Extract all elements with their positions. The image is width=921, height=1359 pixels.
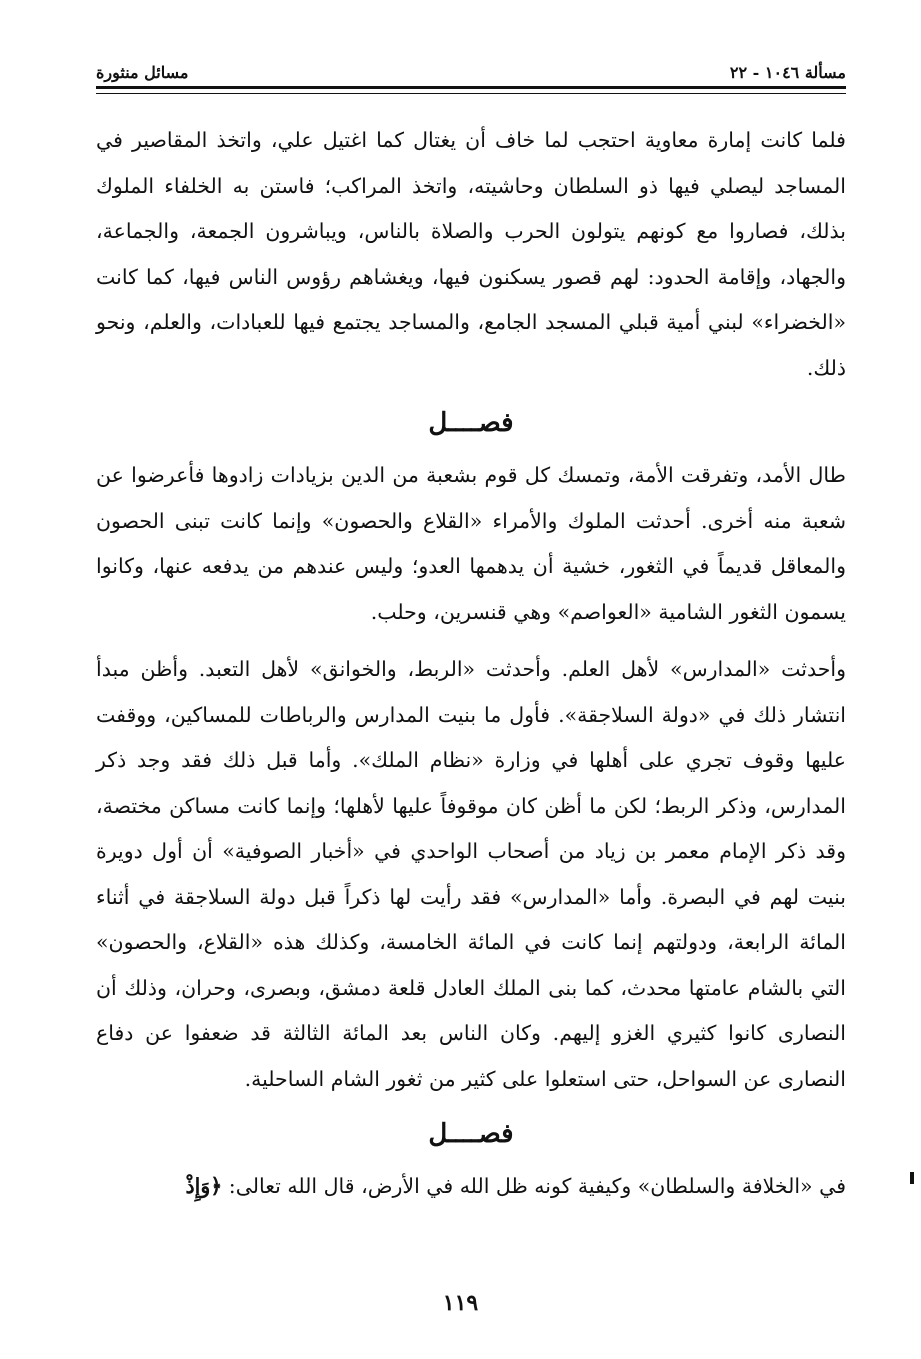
header-rule <box>96 86 846 89</box>
paragraph-castles: طال الأمد، وتفرقت الأمة، وتمسك كل قوم بشعبة من الدين بزيادات زادوها فأعرضوا عن شعبة منه أخرى. أحدثت الملوك والأمراء «القلاع والحصون» وإنما كانت تبنى الحصون والمعاقل قديماً في الثغور، خشية أن يدهمها العدو؛ وليس عندهم من يدفعه عنها، وكانوا يسمون الثغور الشامية «العواصم» وهي قنسرين، وحلب. <box>96 463 846 624</box>
scan-edge-mark <box>910 1172 914 1184</box>
paragraph-madrasas: وأحدثت «المدارس» لأهل العلم. وأحدثت «الربط، والخوانق» لأهل التعبد. وأظن مبدأ انتشار ذلك في «دولة السلاجقة». فأول ما بنيت المدارس والرباطات للمساكين، ووقفت عليها وقوف تجري على أهلها في وزارة «نظام الملك». وأما قبل ذلك فقد وجد ذكر المدارس، وذكر الربط؛ لكن ما أظن كان موقوفاً عليها لأهلها؛ وإنما كانت مساكن مختصة، وقد ذكر الإمام معمر بن زياد من أصحاب الواحدي في «أخبار الصوفية» أن أول دويرة بنيت لهم في البصرة. وأما «المدارس» فقد رأيت لها ذكراً قبل دولة السلاجقة في أثناء المائة الرابعة، ودولتهم إنما كانت في المائة الخامسة، وكذلك هذه «القلاع، والحصون» التي بالشام عامتها محدث، كما بنى الملك العادل قلعة دمشق، وبصرى، وحران، وذلك أن النصارى كانوا كثيري الغزو إليهم. وكان الناس بعد المائة الثالثة قد ضعفوا عن دفاع النصارى عن السواحل، حتى استعلوا على كثير من ثغور الشام الساحلية. <box>96 657 846 1091</box>
running-header <box>96 52 846 82</box>
paragraph-umayyad-palaces: فلما كانت إمارة معاوية احتجب لما خاف أن يغتال كما اغتيل علي، واتخذ المقاصير في المساجد ليصلي فيها ذو السلطان وحاشيته، واتخذ المراكب؛ فاستن به الخلفاء الملوك بذلك، فصاروا مع كونهم يتولون الحرب والصلاة بالناس، ويباشرون الجمعة، والجماعة، والجهاد، وإقامة الحدود: لهم قصور يسكنون فيها، ويغشاهم رؤوس الناس فيها، كما كانت «الخضراء» لبني أمية قبلي المسجد الجامع، والمساجد يجتمع فيها للعبادات، والعلم، ونحو ذلك. <box>96 128 846 380</box>
caliphate-text: في «الخلافة والسلطان» وكيفية كونه ظل الله في الأرض، قال الله تعالى: <box>228 1174 846 1198</box>
section-heading: فصــــل <box>428 408 514 438</box>
quran-verse-start: ﴿وَإِذْ <box>185 1174 223 1198</box>
paragraph-gap <box>96 635 846 647</box>
body-text <box>96 118 846 1210</box>
page-number: ١١٩ <box>442 1290 479 1316</box>
paragraph-caliphate <box>96 1164 846 1210</box>
header-rule-thin <box>96 93 846 94</box>
section-heading: فصــــل <box>428 1119 514 1149</box>
header-issue-number: مسألة ١٠٤٦ - ٢٢ <box>729 63 846 82</box>
header-section-title: مسائل منثورة <box>96 63 189 82</box>
